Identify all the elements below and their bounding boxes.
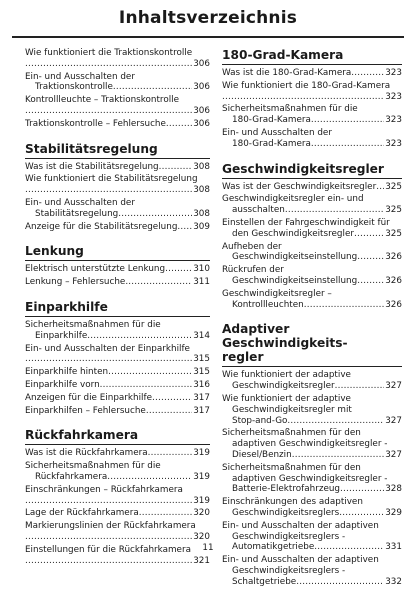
toc-entry-label: Geschwindigkeitsregler <box>232 381 335 392</box>
toc-entry-anzeige-für-die-stabilitätsregelung[interactable] <box>25 222 210 233</box>
toc-entry-label: Markierungslinien der Rückfahrkamera <box>25 521 196 532</box>
toc-entry-traktionskontrolle-fehlersuche[interactable] <box>25 119 210 130</box>
toc-page-number: 319 <box>193 495 210 506</box>
toc-page-number: 321 <box>193 555 210 566</box>
toc-entry-label: Sicherheitsmaßnahmen für die <box>25 461 161 472</box>
toc-entry-label: Einstellen der Fahrgeschwindigkeit für <box>222 217 390 228</box>
dot-leader <box>287 416 384 427</box>
dot-leader <box>146 406 192 417</box>
toc-entry-ein-und-ausschalten-der-adaptiven[interactable] <box>222 555 402 587</box>
toc-entry-label: Sicherheitsmaßnahmen für den <box>222 462 361 473</box>
toc-page-number: 320 <box>193 508 210 519</box>
toc-entry-label: Sicherheitsmaßnahmen für die <box>25 319 161 330</box>
toc-entry-wie-funktioniert-die-180-grad-kamera[interactable] <box>222 81 402 103</box>
toc-page-number: 315 <box>193 354 210 365</box>
toc-entry-label: Geschwindigkeitsregler ein- und <box>222 194 364 205</box>
section-gap <box>25 290 210 297</box>
dot-leader <box>166 119 192 130</box>
section-heading-adaptiver-geschwindigkeits-regler: Adaptiver Geschwindigkeits- regler <box>222 322 402 367</box>
toc-entry-wie-funktioniert-die-stabilitätsregelung[interactable] <box>25 174 210 196</box>
toc-entry-label: Kontrollleuchten <box>232 299 304 310</box>
toc-entry-rückrufen-der[interactable] <box>222 265 402 287</box>
dot-leader <box>159 162 193 173</box>
toc-entry-label: Schaltgetriebe <box>232 576 297 587</box>
toc-entry-label: Einparkhilfe <box>35 330 88 341</box>
toc-page-number: 327 <box>385 381 402 392</box>
toc-page-number: 323 <box>385 115 402 126</box>
toc-page-number: 327 <box>385 449 402 460</box>
toc-page-number: 326 <box>385 299 402 310</box>
toc-entry-wie-funktioniert-die-traktionskontrolle[interactable] <box>25 48 210 70</box>
toc-entry-label: Traktionskontrolle <box>35 82 113 93</box>
dot-leader <box>296 577 384 588</box>
toc-entry-label: adaptiven Geschwindigkeitsregler - <box>232 473 388 484</box>
dot-leader <box>165 264 192 275</box>
dot-leader <box>311 139 384 150</box>
toc-page-number: 329 <box>385 507 402 518</box>
toc-entry-label: Geschwindigkeitsreglers <box>232 507 340 518</box>
toc-page-number: 306 <box>193 82 210 93</box>
toc-column-left <box>25 48 210 568</box>
toc-page-number: 311 <box>193 277 210 288</box>
toc-entry-ein-und-ausschalten-der[interactable] <box>25 72 210 94</box>
dot-leader <box>304 300 384 311</box>
dot-leader <box>335 381 385 392</box>
dot-leader <box>152 393 192 404</box>
toc-entry-sicherheitsmaßnahmen-für-die[interactable] <box>25 461 210 483</box>
toc-page-number: 316 <box>193 379 210 390</box>
toc-entry-label: ausschalten <box>232 205 285 216</box>
toc-entry-was-ist-der-geschwindigkeitsregler[interactable] <box>222 182 402 193</box>
toc-entry-label: Rückrufen der <box>222 265 284 276</box>
toc-entry-elektrisch-unterstützte-lenkung[interactable] <box>25 264 210 275</box>
section-gap <box>222 312 402 319</box>
dot-leader <box>125 277 192 288</box>
dot-leader <box>357 276 384 287</box>
toc-page-number: 310 <box>193 264 210 275</box>
toc-entry-label: Wie funktioniert der adaptive <box>222 393 351 404</box>
toc-entry-label: Sicherheitsmaßnahmen für die <box>222 104 358 115</box>
toc-entry-einschränkungen-rückfahrkamera[interactable] <box>25 485 210 507</box>
toc-page-number: 326 <box>385 252 402 263</box>
toc-entry-geschwindigkeitsregler-ein-und[interactable] <box>222 194 402 216</box>
section-heading-einparkhilfe: Einparkhilfe <box>25 300 210 317</box>
toc-entry-label: Einstellungen für die Rückfahrkamera <box>25 544 191 555</box>
toc-page-number: 315 <box>193 367 210 378</box>
dot-leader <box>25 532 192 543</box>
dot-leader <box>351 68 384 79</box>
toc-entry-geschwindigkeitsregler[interactable] <box>222 289 402 311</box>
dot-leader <box>87 331 192 342</box>
section-gap <box>25 132 210 139</box>
dot-leader <box>285 205 384 216</box>
toc-entry-ein-und-ausschalten-der[interactable] <box>25 198 210 220</box>
section-heading-180-grad-kamera: 180-Grad-Kamera <box>222 48 402 65</box>
toc-entry-kontrollleuchte-traktionskontrolle[interactable] <box>25 95 210 117</box>
toc-entry-ein-und-ausschalten-der-einparkhilfe[interactable] <box>25 344 210 366</box>
page-number: 11 <box>202 543 214 553</box>
toc-entry-label: Batterie-Elektrofahrzeug <box>232 484 341 495</box>
toc-entry-label: 180-Grad-Kamera <box>232 115 311 126</box>
dot-leader <box>148 448 193 459</box>
toc-entry-einparkhilfen-fehlersuche[interactable] <box>25 406 210 417</box>
toc-page-number: 323 <box>385 91 402 102</box>
toc-entry-label: Geschwindigkeitseinstellung <box>232 252 358 263</box>
toc-entry-label: Geschwindigkeitsreglers - <box>232 531 346 542</box>
toc-page-number: 319 <box>193 448 210 459</box>
toc-entry-label: Automatikgetriebe <box>232 542 315 553</box>
dot-leader <box>25 556 192 567</box>
dot-leader <box>357 252 384 263</box>
dot-leader <box>100 380 193 391</box>
toc-entry-label: Lage der Rückfahrkamera <box>25 508 139 519</box>
toc-page-number: 325 <box>385 205 402 216</box>
toc-entry-label: Wie funktioniert die Stabilitätsregelung <box>25 174 198 185</box>
section-heading-lenkung: Lenkung <box>25 244 210 261</box>
toc-entry-label: Ein- und Ausschalten der <box>25 197 135 208</box>
toc-entry-einparkhilfe-vorn[interactable] <box>25 380 210 391</box>
toc-entry-einstellen-der-fahrgeschwindigkeit-für[interactable] <box>222 218 402 240</box>
toc-entry-ein-und-ausschalten-der[interactable] <box>222 128 402 150</box>
toc-entry-sicherheitsmaßnahmen-für-den[interactable] <box>222 463 402 495</box>
dot-leader <box>311 115 384 126</box>
toc-entry-label: Ein- und Ausschalten der adaptiven <box>222 520 379 531</box>
toc-entry-label: Elektrisch unterstützte Lenkung <box>25 264 166 275</box>
toc-page-number: 308 <box>193 185 210 196</box>
section-gap <box>25 234 210 241</box>
toc-entry-label: Anzeige für die Stabilitätsregelung <box>25 221 178 232</box>
toc-entry-label: Wie funktioniert die Traktionskontrolle <box>25 48 193 58</box>
toc-entry-label: Was ist die 180-Grad-Kamera <box>222 68 352 78</box>
toc-entry-sicherheitsmaßnahmen-für-die[interactable] <box>222 104 402 126</box>
toc-page-number: 325 <box>385 228 402 239</box>
dot-leader <box>108 367 192 378</box>
toc-entry-label: Wie funktioniert die 180-Grad-Kamera <box>222 80 391 91</box>
dot-leader <box>25 496 192 507</box>
page-title: Inhaltsverzeichnis <box>118 8 298 28</box>
toc-entry-aufheben-der[interactable] <box>222 242 402 264</box>
toc-entry-label: Anzeigen für die Einparkhilfe <box>25 392 152 403</box>
toc-entry-was-ist-die-stabilitätsregelung[interactable] <box>25 162 210 173</box>
toc-entry-label: Wie funktioniert der adaptive <box>222 370 351 381</box>
toc-entry-sicherheitsmaßnahmen-für-den[interactable] <box>222 428 402 460</box>
dot-leader <box>340 484 384 495</box>
toc-entry-label: Lenkung – Fehlersuche <box>25 277 126 288</box>
toc-entry-label: Traktionskontrolle – Fehlersuche <box>25 118 166 129</box>
section-heading-stabilitätsregelung: Stabilitätsregelung <box>25 142 210 159</box>
toc-page-number: 309 <box>193 221 210 232</box>
toc-entry-label: adaptiven Geschwindigkeitsregler - <box>232 439 388 450</box>
toc-entry-label: Einschränkungen – Rückfahrkamera <box>25 484 183 495</box>
dot-leader <box>177 222 192 233</box>
toc-entry-label: Kontrollleuchte – Traktionskontrolle <box>25 95 180 106</box>
toc-page-number: 328 <box>385 484 402 495</box>
section-heading-geschwindigkeitsregler: Geschwindigkeitsregler <box>222 162 402 179</box>
toc-page-number: 332 <box>385 576 402 587</box>
dot-leader <box>25 59 192 70</box>
toc-entry-label: Geschwindigkeitsreglers - <box>232 565 346 576</box>
toc-entry-label: Geschwindigkeitsregler mit <box>232 404 352 415</box>
title-rule <box>12 36 404 38</box>
toc-page-number: 327 <box>385 415 402 426</box>
dot-leader <box>222 92 384 103</box>
toc-entry-label: Einparkhilfe vorn <box>25 379 100 390</box>
toc-page-number: 306 <box>193 118 210 129</box>
toc-entry-anzeigen-für-die-einparkhilfe[interactable] <box>25 393 210 404</box>
toc-page-number: 308 <box>193 208 210 219</box>
section-gap <box>222 152 402 159</box>
toc-entry-wie-funktioniert-der-adaptive[interactable] <box>222 394 402 426</box>
dot-leader <box>118 209 192 220</box>
dot-leader <box>25 106 192 117</box>
toc-entry-label: Rückfahrkamera <box>35 471 108 482</box>
toc-page-number: 317 <box>193 405 210 416</box>
toc-entry-label: Einschränkungen des adaptiven <box>222 497 363 508</box>
toc-page-number: 320 <box>193 531 210 542</box>
toc-entry-wie-funktioniert-der-adaptive[interactable] <box>222 370 402 392</box>
toc-page-number: 317 <box>193 392 210 403</box>
toc-entry-einschränkungen-des-adaptiven[interactable] <box>222 497 402 519</box>
toc-column-right <box>222 48 402 589</box>
toc-entry-label: Ein- und Ausschalten der <box>25 71 135 82</box>
toc-page-number: 314 <box>193 330 210 341</box>
toc-entry-was-ist-die-rückfahrkamera[interactable] <box>25 448 210 459</box>
dot-leader <box>292 450 385 461</box>
dot-leader <box>354 229 384 240</box>
toc-page-number: 306 <box>193 58 210 69</box>
section-heading-rückfahrkamera: Rückfahrkamera <box>25 428 210 445</box>
section-gap <box>25 418 210 425</box>
toc-page-number: 326 <box>385 275 402 286</box>
toc-entry-label: Einparkhilfen – Fehlersuche <box>25 405 146 416</box>
toc-entry-label: Was ist die Stabilitätsregelung <box>25 161 159 172</box>
dot-leader <box>376 182 384 193</box>
toc-page-number: 308 <box>193 161 210 172</box>
toc-page-number: 325 <box>385 181 402 192</box>
toc-page-number: 319 <box>193 471 210 482</box>
toc-entry-label: Sicherheitsmaßnahmen für den <box>222 428 361 439</box>
toc-entry-label: den Geschwindigkeitsregler <box>232 228 354 239</box>
toc-entry-label: Stabilitätsregelung <box>35 208 119 219</box>
dot-leader <box>107 472 192 483</box>
toc-page-number: 306 <box>193 105 210 116</box>
toc-entry-markierungslinien-der-rückfahrkamera[interactable] <box>25 521 210 543</box>
toc-page-number: 323 <box>385 68 402 78</box>
toc-entry-lenkung-fehlersuche[interactable] <box>25 277 210 288</box>
dot-leader <box>25 354 192 365</box>
toc-entry-label: Was ist der Geschwindigkeitsregler <box>222 181 377 192</box>
toc-entry-label: Aufheben der <box>222 241 282 252</box>
toc-entry-label: Was ist die Rückfahrkamera <box>25 448 148 459</box>
toc-entry-label: Ein- und Ausschalten der <box>222 127 332 138</box>
toc-entry-lage-der-rückfahrkamera[interactable] <box>25 508 210 519</box>
dot-leader <box>25 185 192 196</box>
toc-entry-label: Diesel/Benzin <box>232 449 292 460</box>
toc-entry-label: Ein- und Ausschalten der adaptiven <box>222 555 379 566</box>
toc-entry-label: Stop-and-Go <box>232 415 288 426</box>
toc-entry-label: Einparkhilfe hinten <box>25 367 109 378</box>
dot-leader <box>139 508 192 519</box>
toc-entry-einparkhilfe-hinten[interactable] <box>25 367 210 378</box>
toc-entry-label: Geschwindigkeitseinstellung <box>232 275 358 286</box>
toc-entry-sicherheitsmaßnahmen-für-die[interactable] <box>25 320 210 342</box>
toc-page-number: 331 <box>385 542 402 553</box>
toc-entry-was-ist-die-180-grad-kamera[interactable] <box>222 68 402 79</box>
toc-entry-label: Geschwindigkeitsregler – <box>222 288 332 299</box>
dot-leader <box>339 508 384 519</box>
toc-entry-label: 180-Grad-Kamera <box>232 138 311 149</box>
dot-leader <box>113 82 192 93</box>
toc-page-number: 323 <box>385 138 402 149</box>
toc-entry-label: Ein- und Ausschalten der Einparkhilfe <box>25 343 190 354</box>
